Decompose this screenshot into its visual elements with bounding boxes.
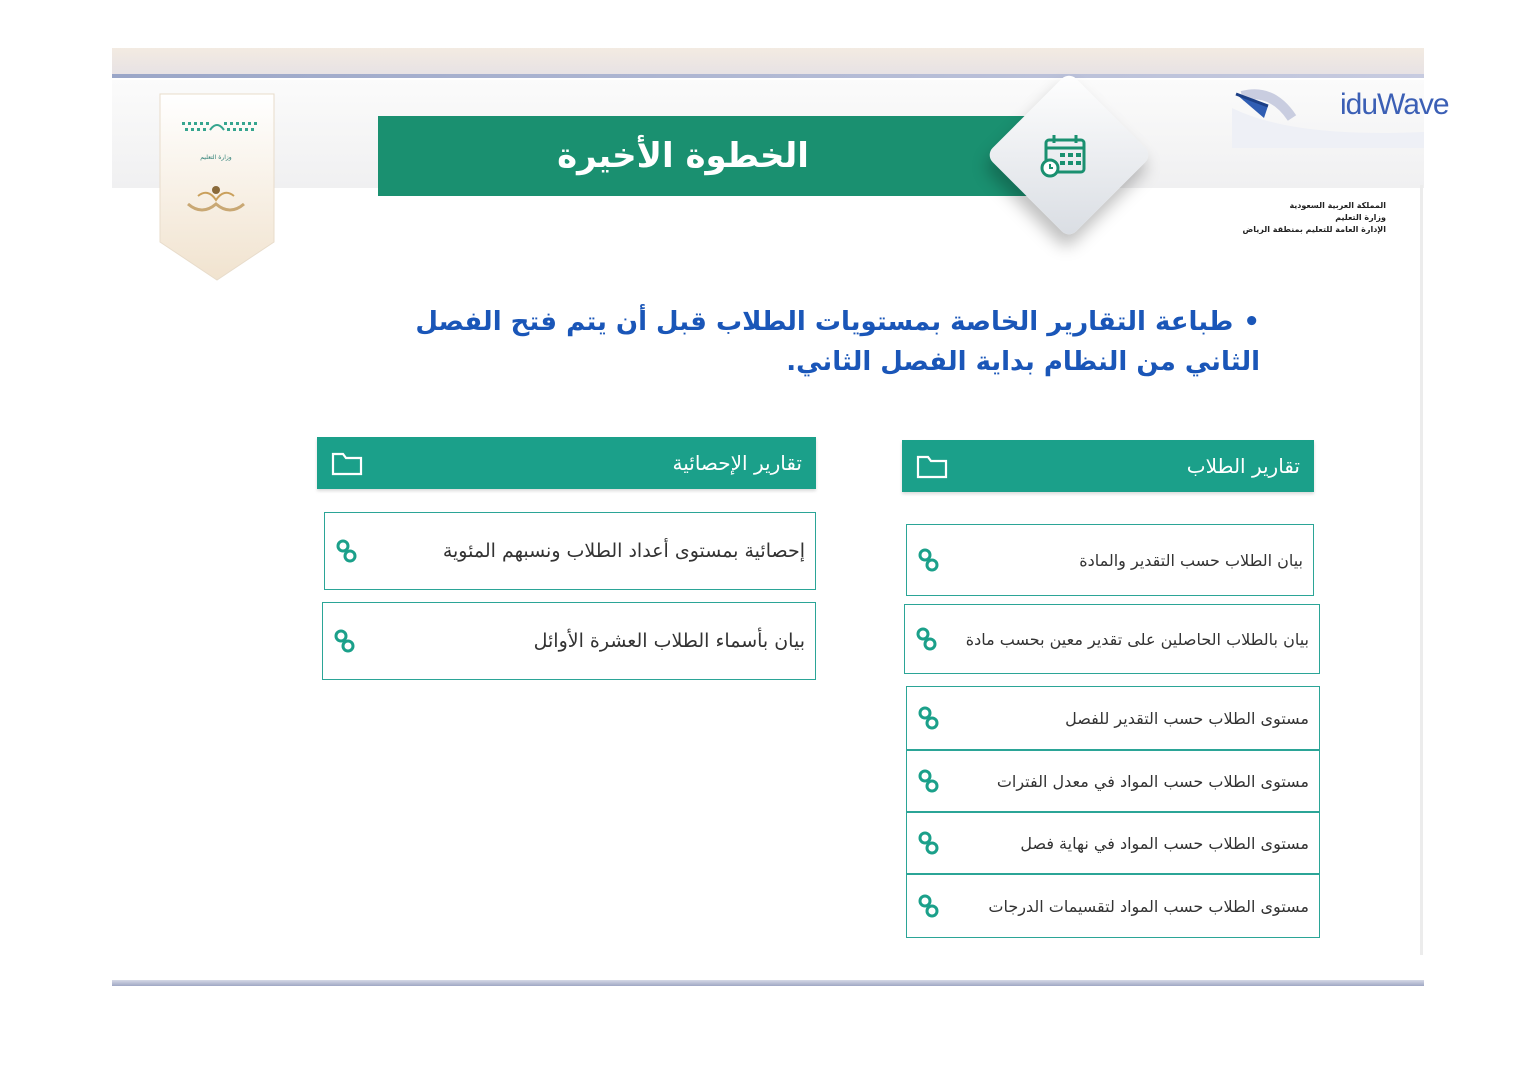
report-link-label: إحصائية بمستوى أعداد الطلاب ونسبهم المئوية — [442, 540, 805, 562]
kingdom-header-text — [1238, 200, 1386, 236]
calendar-icon — [1038, 130, 1090, 182]
report-link-semester-level[interactable] — [906, 686, 1320, 750]
link-icon — [917, 546, 941, 574]
link-icon — [917, 892, 941, 920]
report-link-statistics-percent[interactable] — [324, 512, 816, 590]
kingdom-line: الإدارة العامة للتعليم بمنطقة الرياض — [1242, 225, 1386, 234]
panel-title: تقارير الطلاب — [1186, 454, 1300, 478]
report-link-grade-subject[interactable] — [906, 524, 1314, 596]
report-link-label: مستوى الطلاب حسب المواد لتقسيمات الدرجات — [988, 896, 1309, 916]
statistical-reports-header[interactable] — [317, 437, 816, 489]
link-icon — [917, 829, 941, 857]
link-icon — [917, 704, 941, 732]
report-link-label: بيان الطلاب حسب التقدير والمادة — [1079, 550, 1303, 570]
kingdom-line: وزارة التعليم — [1335, 213, 1386, 222]
report-link-label: بيان بأسماء الطلاب العشرة الأوائل — [533, 630, 805, 652]
link-icon — [915, 625, 939, 653]
student-reports-header[interactable] — [902, 440, 1314, 492]
report-link-periods-average[interactable] — [906, 750, 1320, 812]
slide-right-border — [1420, 185, 1423, 955]
link-icon — [917, 767, 941, 795]
report-link-grade-divisions[interactable] — [906, 874, 1320, 938]
panel-title: تقارير الإحصائية — [672, 451, 802, 475]
eduwave-wordmark: iduWave — [1340, 88, 1449, 121]
kingdom-line: المملكة العربية السعودية — [1289, 201, 1386, 210]
link-icon — [335, 537, 359, 565]
ministry-logo-banner — [158, 92, 276, 282]
report-link-specific-grade[interactable] — [904, 604, 1320, 674]
report-link-label: بيان بالطلاب الحاصلين على تقدير معين بحسب مادة — [965, 629, 1309, 649]
report-link-top-ten[interactable] — [322, 602, 816, 680]
ministry-name: وزارة التعليم — [200, 154, 232, 161]
instruction-body: طباعة التقارير الخاصة بمستويات الطلاب قبل أن يتم فتح الفصل الثاني من النظام بداية الفصل الثاني. — [415, 307, 1260, 377]
report-link-label: مستوى الطلاب حسب المواد في نهاية فصل — [1020, 833, 1309, 853]
folder-icon — [331, 450, 363, 476]
instruction-text — [380, 302, 1260, 382]
bullet-marker: • — [1243, 307, 1260, 337]
report-link-label: مستوى الطلاب حسب التقدير للفصل — [1065, 708, 1309, 728]
report-link-semester-end[interactable] — [906, 812, 1320, 874]
link-icon — [333, 627, 357, 655]
slide-bottom-line — [112, 980, 1424, 986]
title-bar — [378, 116, 1068, 196]
slide-top-band — [112, 48, 1424, 74]
report-link-label: مستوى الطلاب حسب المواد في معدل الفترات — [996, 771, 1309, 791]
page-title: الخطوة الأخيرة — [557, 136, 809, 176]
folder-icon — [916, 453, 948, 479]
